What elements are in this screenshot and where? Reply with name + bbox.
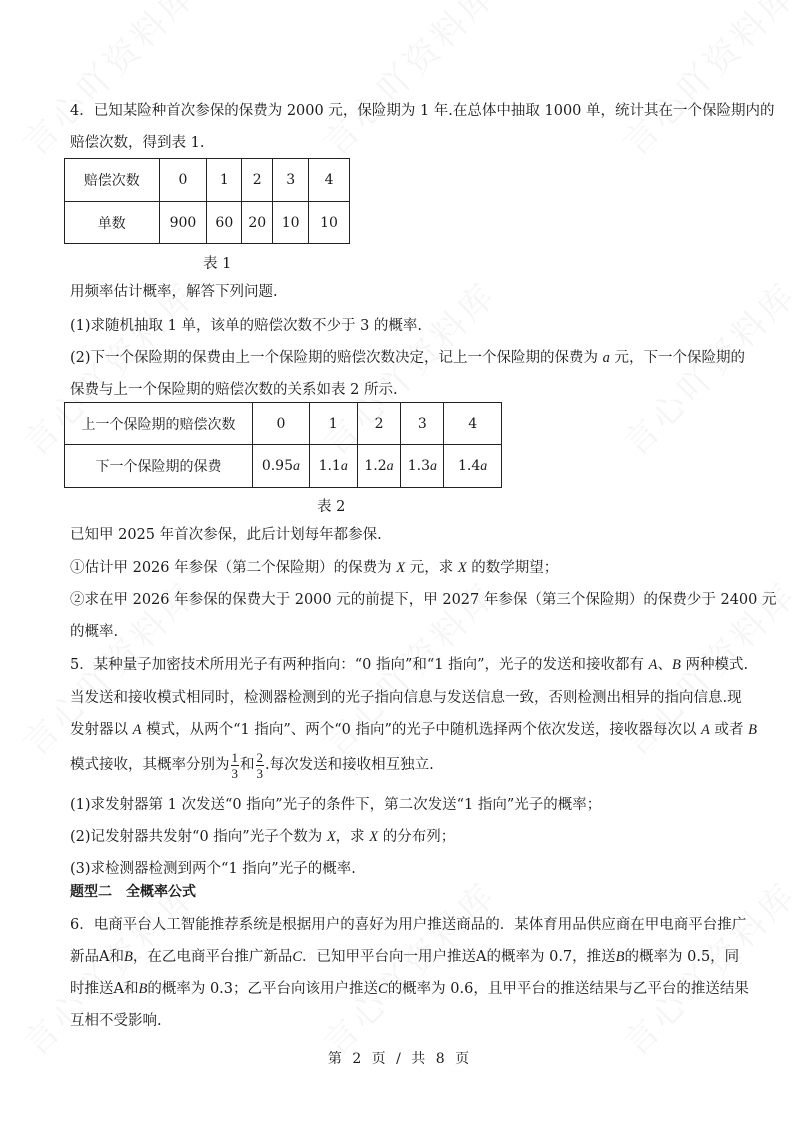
q6-line-4: 互相不受影响.	[70, 1013, 162, 1029]
q4-intro: 用频率估计概率，解答下列问题.	[70, 284, 278, 300]
table2-cell: 0	[253, 403, 310, 445]
table1-cell: 20	[242, 202, 273, 244]
q6-line-2: 新品A和B，在乙电商平台推广新品C．已知甲平台向一用户推送A的概率为 0.7，推送B的概率为 0.5，同	[70, 949, 740, 965]
table2-cell: 1	[309, 403, 357, 445]
section-heading: 题型二 全概率公式	[70, 884, 196, 900]
q4-line-2: 赔偿次数，得到表 1.	[70, 135, 205, 151]
table1-cell: 4	[309, 159, 350, 202]
table2-cell: 0.95a	[253, 445, 310, 488]
q4-sub-1: ①估计甲 2026 年参保（第二个保险期）的保费为 X 元，求 X 的数学期望；	[70, 560, 559, 576]
table2-cell: 1.4a	[444, 445, 502, 488]
table2-cell: 2	[357, 403, 401, 445]
q5-line-2: 当发送和接收模式相同时，检测器检测到的光子指向信息与发送信息一致，否则检测出相异的指向信息.现	[70, 690, 742, 706]
fraction-two-thirds: $\frac{2}{3}$	[256, 749, 263, 781]
table2-header-prev-claims: 上一个保险期的赔偿次数	[65, 403, 253, 445]
q5-part-1: (1)求发射器第 1 次发送“0 指向”光子的条件下，第二次发送“1 指向”光子的概率；	[70, 797, 602, 813]
q5-line-3: 发射器以 A 模式，从两个“1 指向”、两个“0 指向”的光子中随机选择两个依次发送，接收器每次以 A 或者 B	[70, 722, 757, 738]
q5-part-2: (2)记发射器共发射“0 指向”光子个数为 X，求 X 的分布列；	[70, 829, 456, 845]
table1-cell: 2	[242, 159, 273, 202]
table1-cell: 1	[207, 159, 242, 202]
table1-cell: 10	[273, 202, 309, 244]
q5-line-4: 模式接收，其概率分别为 $\frac{1}{3}$ 和 $\frac{2}{3}$ .每次发送和接收相互独立.	[70, 749, 434, 781]
q6-line-1: 6．电商平台人工智能推荐系统是根据用户的喜好为用户推送商品的．某体育用品供应商在甲电商平台推广	[70, 917, 747, 933]
q4-sub-2-line-2: 的概率.	[70, 624, 119, 640]
table2-cell: 4	[444, 403, 502, 445]
table2-header-next-premium: 下一个保险期的保费	[65, 445, 253, 488]
table2-cell: 1.2a	[357, 445, 401, 488]
q6-line-3: 时推送A和B的概率为 0.3；乙平台向该用户推送C的概率为 0.6，且甲平台的推送结果与乙平台的推送结果	[70, 981, 749, 997]
q4-sub-2-line-1: ②求在甲 2026 年参保的保费大于 2000 元的前提下，甲 2027 年参保（第三个保险期）的保费少于 2400 元	[70, 592, 777, 608]
table-2	[64, 402, 502, 488]
table-1	[64, 158, 350, 244]
table1-cell: 900	[159, 202, 207, 244]
table2-cell: 1.3a	[401, 445, 444, 488]
table1-cell: 3	[273, 159, 309, 202]
q4-part-2-line-2: 保费与上一个保险期的赔偿次数的关系如表 2 所示.	[70, 382, 398, 398]
table1-header-claims: 赔偿次数	[65, 159, 160, 202]
q4-line-1: 4．已知某险种首次参保的保费为 2000 元，保险期为 1 年.在总体中抽取 1000 单，统计其在一个保险期内的	[70, 103, 775, 119]
table2-cell: 1.1a	[309, 445, 357, 488]
table1-header-counts: 单数	[65, 202, 160, 244]
table2-cell: 3	[401, 403, 444, 445]
fraction-one-third: $\frac{1}{3}$	[231, 749, 238, 781]
q5-line-1: 5．某种量子加密技术所用光子有两种指向：“0 指向”和“1 指向”，光子的发送和接收都有 A、B 两种模式.	[70, 657, 749, 673]
q4-part-2-line-1: (2)下一个保险期的保费由上一个保险期的赔偿次数决定，记上一个保险期的保费为 a 元，下一个保险期的	[70, 350, 746, 366]
q4-given: 已知甲 2025 年首次参保，此后计划每年都参保.	[70, 527, 382, 543]
table1-caption: 表 1	[203, 256, 232, 272]
q5-part-3: (3)求检测器检测到两个“1 指向”光子的概率.	[70, 861, 356, 877]
q4-part-1: (1)求随机抽取 1 单，该单的赔偿次数不少于 3 的概率.	[70, 318, 423, 334]
table1-cell: 60	[207, 202, 242, 244]
table1-cell: 0	[159, 159, 207, 202]
table2-caption: 表 2	[317, 499, 346, 515]
table1-cell: 10	[309, 202, 350, 244]
page-footer: 第 2 页 / 共 8 页	[327, 1051, 473, 1067]
